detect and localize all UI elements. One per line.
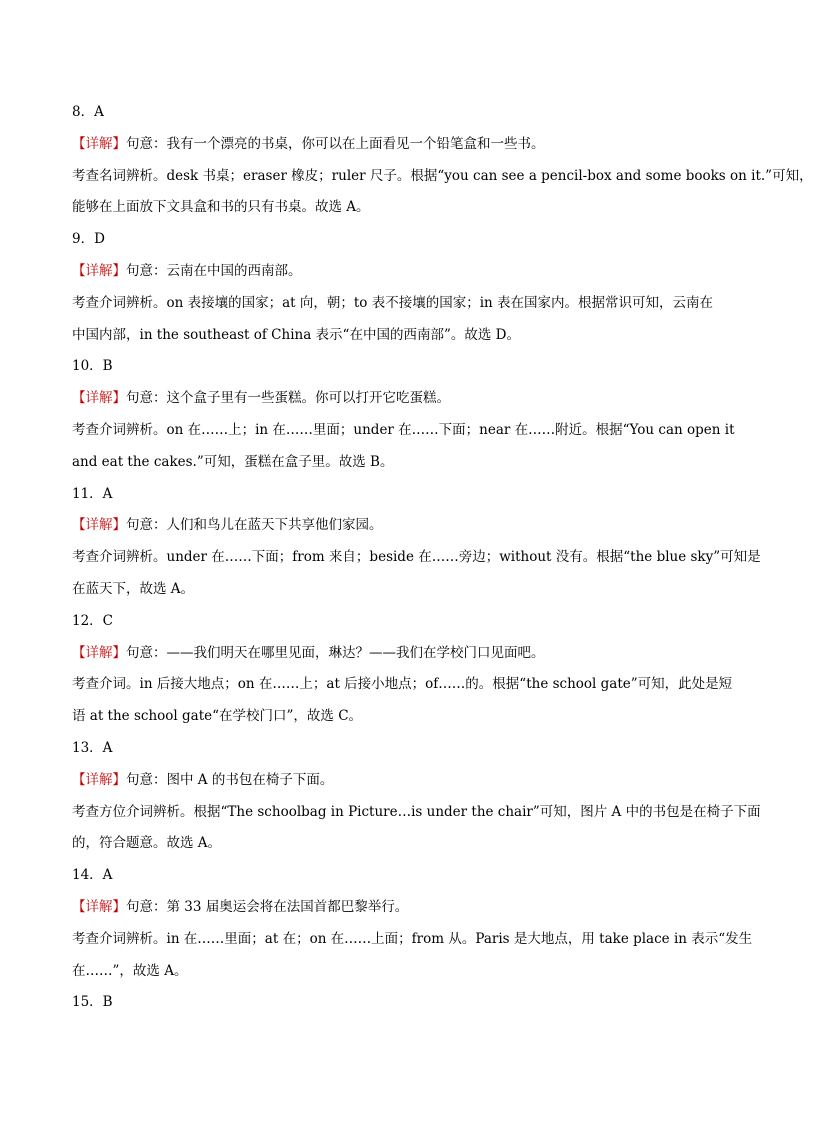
detail-tag: 【详解】 [72, 262, 126, 279]
detail-line-13 [72, 765, 724, 797]
sentence-meaning: 句意：云南在中国的西南部。 [126, 262, 302, 279]
sentence-meaning: 句意：第 33 届奥运会将在法国首都巴黎举行。 [126, 898, 409, 915]
answer-number-15: 15．B [72, 994, 113, 1011]
explanation-line: 能够在上面放下文具盒和书的只有书桌。故选 A。 [72, 199, 370, 216]
explanation-line: and eat the cakes.”可知，蛋糕在盒子里。故选 B。 [72, 453, 394, 470]
explanation-line: 中国内部，in the southeast of China 表示“在中国的西南部”。故选 D。 [72, 326, 520, 343]
detail-line-12 [72, 638, 724, 670]
detail-tag: 【详解】 [72, 135, 126, 152]
answer-number-12: 12．C [72, 612, 114, 629]
detail-line-14 [72, 892, 724, 924]
sentence-meaning: 句意：图中 A 的书包在椅子下面。 [126, 771, 334, 788]
detail-tag: 【详解】 [72, 644, 126, 661]
answer-list [72, 97, 813, 1019]
explanation-line: 考查介词辨析。in 在……里面；at 在；on 在……上面；from 从。Paris 是大地点，用 take place in 表示“发生 [72, 930, 753, 947]
explanation-line: 考查方位介词辨析。根据“The schoolbag in Picture…is under the chair”可知，图片 A 中的书包是在椅子下面 [72, 803, 761, 820]
sentence-meaning: 句意：这个盒子里有一些蛋糕。你可以打开它吃蛋糕。 [126, 390, 450, 407]
explanation-line: 在蓝天下，故选 A。 [72, 580, 195, 597]
explanation-line: 语 at the school gate“在学校门口”，故选 C。 [72, 708, 363, 725]
detail-line-9 [72, 256, 724, 288]
explanation-line: 在……”，故选 A。 [72, 962, 188, 979]
detail-tag: 【详解】 [72, 898, 126, 915]
detail-tag: 【详解】 [72, 390, 126, 407]
answer-number-11: 11．A [72, 485, 113, 502]
explanation-line: 考查介词辨析。under 在……下面；from 来自；beside 在……旁边；without 没有。根据“the blue sky”可知是 [72, 549, 761, 566]
detail-line-10 [72, 383, 724, 415]
answer-number-13: 13．A [72, 739, 113, 756]
detail-line-11 [72, 510, 724, 542]
answer-number-14: 14．A [72, 867, 113, 884]
answer-number-8: 8．A [72, 104, 104, 120]
detail-tag: 【详解】 [72, 517, 126, 534]
detail-tag: 【详解】 [72, 771, 126, 788]
explanation-line: 考查介词辨析。on 在……上；in 在……里面；under 在……下面；near 在……附近。根据“You can open it [72, 421, 735, 438]
explanation-line: 考查名词辨析。desk 书桌；eraser 橡皮；ruler 尺子。根据“you can see a pencil-box and some books on it.”可知， [72, 167, 813, 184]
explanation-line: 考查介词辨析。on 表接壤的国家；at 向，朝；to 表不接壤的国家；in 表在国家内。根据常识可知，云南在 [72, 294, 714, 311]
detail-line-8 [72, 129, 724, 161]
answer-number-9: 9．D [72, 231, 105, 248]
sentence-meaning: 句意：我有一个漂亮的书桌，你可以在上面看见一个铅笔盒和一些书。 [126, 135, 545, 152]
explanation-line: 的，符合题意。故选 A。 [72, 835, 222, 852]
sentence-meaning: 句意：——我们明天在哪里见面，琳达？——我们在学校门口见面吧。 [126, 644, 545, 661]
explanation-line: 考查介词。in 后接大地点；on 在……上；at 后接小地点；of……的。根据“the school gate”可知，此处是短 [72, 676, 733, 693]
answer-number-10: 10．B [72, 358, 113, 375]
sentence-meaning: 句意：人们和鸟儿在蓝天下共享他们家园。 [126, 517, 383, 534]
